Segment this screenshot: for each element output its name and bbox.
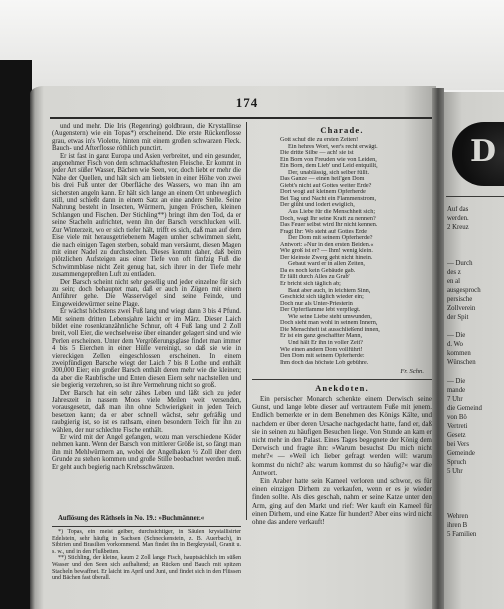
adjacent-page-fragment: Vertreti [447,423,468,430]
anecdotes-rule [252,379,432,380]
poem-line: Dort wogt auf kleinem Opferherde [280,189,366,196]
article-text [52,123,241,515]
poem-line: Den Dom mit seinem Opferherde: [280,353,365,360]
poem-line: Baut aber auch, in leichtem Sinn, [288,287,371,294]
adjacent-page-fragment: mande [447,387,466,394]
poem-line: Die Menschheit ist ausschließend innen, [280,326,380,333]
poem-line: Geschickt sich täglich wieder ein; [280,294,364,301]
column-divider [246,122,247,520]
poem-line: Ein Born, dem Lieb' und Leid entquillt, [280,163,378,170]
poem-line: Gebaut ward er in allen Zeiten, [288,261,365,268]
adjacent-page-fragment: Auf das [447,206,469,213]
poem-line: Ihm doch das höchste Lob gebühre. [280,359,369,366]
adjacent-page-fragment: Gesetz [447,432,466,439]
adjacent-page-fragment: — Die [447,332,466,339]
poem-line: Da es noch kein Gebäude gab. [280,267,356,274]
riddle-solution: Auflösung des Räthsels in No. 19.: »Buchmänner.« [58,515,205,522]
anecdotes [252,395,432,561]
adjacent-page-fragment: werden. [447,215,469,222]
anecdote: Ein Araber hatte sein Kameel verloren und schwor, es für einen einzigen Dirhem zu verkaufen, wenn er es je wieder finden sollte. Als dies geschah, nahm er seine Katze unter den Arm, ging auf den Markt und rief: Wer kauft ein Kameel für einen Dirhem, und eine Katze für hundert? Aber eins wird nicht ohne das andere verkauft! [252,477,432,527]
article-paragraph: Der Barsch scheint nicht sehr gesellig und jeder einzelne für sich zu sein; doch behauptet man, daß er auch in Zügen mit einem Anführer gehe. Die Wasservögel sind seine Feinde, und Eingeweidewürmer seine Plage. [52,278,241,308]
article-paragraph: Der Barsch hat ein sehr zähes Leben und läßt sich zu jeder Jahreszeit in nassem Moos viele Meilen weit versenden, vorausgesetzt, daß man ihn ohne Schwierigkeit in jeden Teich besetzen kann; da er aber schnell wächst, sehr gefräßig und raubgierig ist, so ist es rathsam, einen besondern Teich für ihn zu wählen, der nur schlechte Fische enthält. [52,389,241,434]
adjacent-page-fragment: d. Wo [447,341,463,348]
footnote: **) Stichling, der kleine, kaum 2 Zoll lange Fisch, hauptsächlich im süßen Wasser und den Seen sich aufhaltend; an Rücken und Bauch mit spitzen Stacheln bewaffnet. Er laicht im April und Juni, und findet sich in den Flüssen und Bächen fast überall. [52,555,241,582]
adjacent-page-fragment: 2 Kreuz [447,224,469,231]
poem-line: Er fällt durch Alles zu Grab' [280,274,350,281]
poem-line: Der Dom mit seinem Opferherde? [288,235,373,242]
scanner-bed-top [0,0,504,90]
adjacent-page-fragment: ausgesproch [447,287,481,294]
adjacent-page-fragment: — Durch [447,260,473,267]
footnote: *) Topas, ein meist gelber, durchsichtiger, in Säulen krystallisirter Edelstein, sehr häufig in Sachsen (Schneckenstein, z. B. Auerbach), in Sibirien und Brasilien vorkommend. Man findet ihn in Bergkrystall, Granit u. s. w., und in den Flußbetten. [52,529,241,555]
poem-line: Aus Liebe für die Menschheit sich; [288,209,376,216]
adjacent-page-fragment: der Spit [447,314,469,321]
poem-line: Wie seine Liebe steht umwunden, [288,313,372,320]
book-gutter [432,88,444,609]
poem-line: Der glüht und lodert ewiglich, [280,202,355,209]
article-paragraph: Er ist fast in ganz Europa und Asien verbreitet, und ein gesunder, angenehmer Fisch von dem schmackhaftesten Fleische. Er kommt in jeder Art süßer Wasser, Bächen wie Seen, vor, doch liebt er mehr die Nähe der Quellen, und hält sich am liebsten in einer Höhe von zwei bis drei Fuß unter der Oberfläche des Wassers, wo man ihn am sichersten angeln kann. Er hält sich lange an einem Ort unbeweglich still, und schießt dann in einem Satz an eine andere Stelle. Seine Nahrung besteht in Insecten, Würmern, jungen Fröschen, kleinen Schlangen und Fischen. Der Stichling**) bringt ihm den Tod, da er seine Stacheln aufrichtet, wenn ihn der Barsch verschlucken will. Zur Winterzeit, wo er sich tiefer hält, trifft es sich, daß man auf dem Eise viele mit herausgetriebenem Magen umher schwimmen sieht, die nach einigen Tagen sterben, sobald man versäumt, diesen Magen mit einer Nadel zu durchstechen. Dieses kommt daher, daß beim plötzlichen Aufsteigen aus einer Tiefe von oft fünfzig Fuß die Schwimmblase nicht Zeit genug hat, sich ihrer in der Tiefe mehr zusammengepreßten Luft zu entladen. [52,152,241,279]
poem-line: Er bricht sich täglich ab; [280,281,341,288]
adjacent-page-fragment: 5 Uhr [447,468,463,475]
poem-line: Ein hehres Wort, wer's recht erwägt. [288,143,378,150]
poem-line: Und hält Er ihn in voller Zeit? [288,339,363,346]
poem-line: Wie einen andern Dom vollführt! [280,346,363,353]
adjacent-page-fragment: Wehren [447,513,468,520]
adjacent-page-fragment: 7 Uhr [447,396,463,403]
adjacent-page-fragment: die Gemeind [447,405,482,412]
poem-line: Er ist ein ganz geschaffter Mann, [280,333,363,340]
poem-line: Der Opferflamme lebt verpflegt. [280,307,361,314]
poem [280,137,430,368]
article-paragraph: und und mehr. Die Iris (Regenring) goldbraun, die Krystallinse (Augenstern) wie ein Topas*) erscheinend. Die erste Rückenflosse grau, etwas in's Violette, hinten mit einem großen schwarzen Fleck. Bauch- und Afterflosse röthlich punctirt. [52,123,241,153]
poem-line: Ein Born von Freuden wie von Leiden, [280,156,377,163]
adjacent-page-fragment: Gemeinde [447,450,475,457]
footnote-rule [52,526,241,527]
footnotes [52,529,241,591]
poem-line: Der kleinste Zwerg geht nicht hinein. [280,254,373,261]
adjacent-page-fragment: en al [447,278,461,285]
charade-title: Charade. [320,125,364,135]
poem-line: Das Feuer selbst wird Ihr nicht kennen. [280,222,378,229]
poem-line: Doch, wagt Ihr seine Kraft zu nennen? [280,215,376,222]
poem-line: Wie groß ist er? — Ihm! wenig klein. [280,248,373,255]
poem-line: Giebt's nicht auf Gottes weiter Erde? [280,182,372,189]
adjacent-page-fragment: 5 Familien [447,531,477,538]
article-paragraph: Er wächst höchstens zwei Fuß lang und wiegt dann 3 bis 4 Pfund. Mit seinem dritten Lebensjahre laicht er im März. Dieser Laich bildet eine rosenkranzähnliche Schnur, oft 4 Fuß lang und 2 Zoll breit, voll Eier, die wechselweise über einander gelagert sind und wie Perlen erscheinen. Unter dem Vergrößerungsglase findet man immer 4 bis 5 Eierchen in einer Hülle vereinigt, so daß sie wie in viereckigen Zellen eingeschlossen erscheinen. In einem zweipfündigen Barsche wiegt der Laich 7 bis 8 Lothe und enthält 300,000 Eier; ein großer Barsch enthält deren mehr wie die kleinen; da aber die Raubfische und Enten diesen Eiern sehr nachstellen und sie begierig verzehren, so ist ihre Vermehrung nicht so groß. [52,308,241,390]
adjacent-page-fragment: bei Vers [447,441,469,448]
adjacent-page-fragment: kommen [447,350,471,357]
poem-line: Antwort: »Nur in den ersten Beiden.« [280,241,374,248]
poem-line: Die dritte Silbe — ach! sie ist [280,150,354,157]
poem-line: Gott schuf die zu ersten Zeiten! [280,137,359,143]
poem-line: Doch nur als Unter-Priesterin [280,300,353,307]
anecdotes-title: Anekdoten. [315,383,369,393]
header-rule [50,117,432,119]
masthead-letter: D [470,134,497,169]
page-number: 174 [235,95,259,110]
poem-line: Das Ganze — einen heil'gen Dom [280,176,365,183]
adjacent-page-fragment: — Die [447,378,466,385]
anecdote: Ein persischer Monarch schenkte einem Derwisch seine Gunst, und lange lebte dieser auf vertrautem Fuße mit jenem. Endlich bemerkte er in dem Benehmen des Königs Kälte, und nachdem er über deren Ursache nachgedacht hatte, fand er, daß sie in seinen zu häufigen Besuchen liege. Von Stunde an kam er nicht mehr in den Palast. Eines Tages begegnete der König dem Derwisch und fragte ihn: »Warum besuchst Du mich nicht mehr?« — »Weil ich lieber gefragt werden will: warum kommst du nicht? als: warum kommst du so häufig?« war die Antwort. [252,395,432,477]
masthead-rule [446,196,504,197]
poem-line: Doch sieht man wohl in seinem Innern, [280,320,378,327]
adjacent-page-fragment: des z [447,269,461,276]
poem-line: Bei Tag und Nacht ein Flammenstrom, [280,195,377,202]
adjacent-page-fragment: Wünschen [447,359,476,366]
poem-line: Der, unablässig, sich selber füllt. [288,169,370,176]
adjacent-page-fragment: persische [447,296,473,303]
adjacent-page-fragment: Zollverein [447,305,476,312]
adjacent-page-fragment: ihren B [447,522,468,529]
adjacent-page-fragment: Spruch [447,459,467,466]
poem-author: Fr. Schn. [400,368,424,375]
article-paragraph: Er wird mit der Angel gefangen, wozu man verschiedene Köder nehmen kann. Wenn der Barsch von mittlerer Größe ist, so fängt man ihn mit Mehlwürmern an, wobei der Angelhaken ½ Zoll über dem Grunde zu stehen kommen und große Stille beobachtet werden muß. Er geht auch begierig nach Krebsschwänzen. [52,434,241,471]
poem-line: Fragt Ihr: Wo steht auf Gottes Erde [280,228,368,235]
scanner-bed-left [0,60,32,609]
adjacent-page-fragment: von Bö [447,414,467,421]
